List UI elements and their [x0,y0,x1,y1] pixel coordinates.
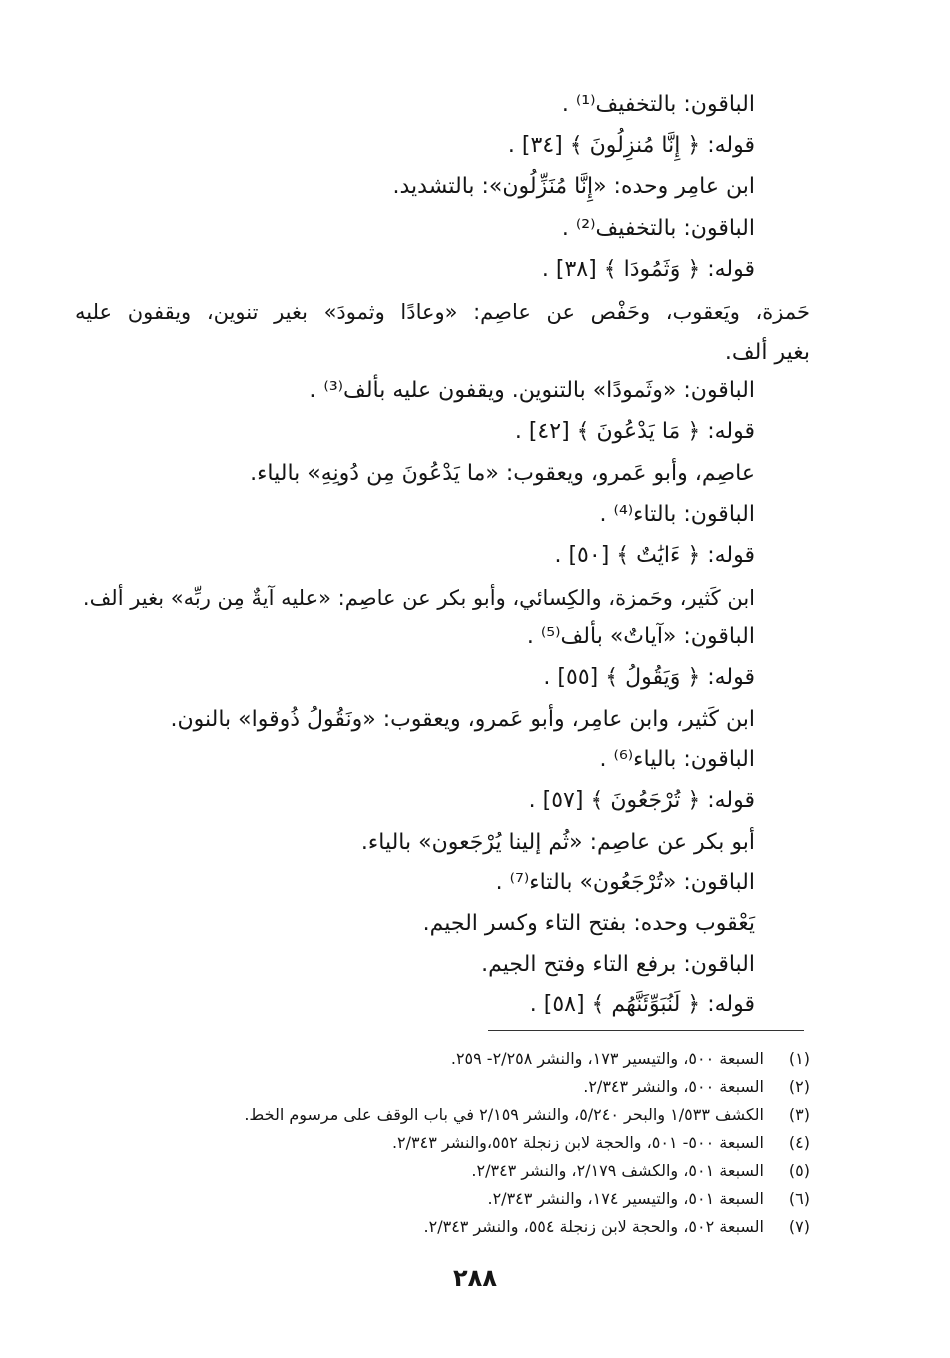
footnote [424,1214,810,1240]
text-line: حَمزة، ويَعقوب، وحَفْص عن عاصِم: «وعادًا وثمودَ» بغير تنوين، ويقفون عليه [75,300,810,324]
text-line: الباقون: «تُرْجَعُون» بالتاء⁽⁷⁾ . [495,870,755,895]
footnote-text: الكشف ١/٥٣٣ والبحر ٥/٢٤٠، والنشر ٢/١٥٩ في باب الوقف على مرسوم الخط. [244,1105,764,1124]
footnote-text: السبعة ٥٠٠، والتيسير ١٧٣، والنشر ٢/٢٥٨- ٢٥٩. [450,1049,764,1068]
footnote-text: السبعة ٥٠١، والتيسير ١٧٤، والنشر ٢/٣٤٣. [487,1189,764,1208]
footnote [487,1186,810,1212]
footnote-number: (٦) [788,1189,810,1208]
footnote-separator [488,1030,804,1031]
footnote-text: السبعة ٥٠٢، والحجة لابن زنجلة ٥٥٤، والنشر ٢/٣٤٣. [423,1217,764,1236]
footnote-number: (٥) [788,1161,810,1180]
text-line: قوله: ﴿ ءَايَٰتٌ ﴾ [٥٠] . [554,543,755,568]
text-line: الباقون: بالتاء⁽⁴⁾ . [599,502,755,527]
footnote [583,1074,810,1100]
text-line: الباقون: «وثَمودًا» بالتنوين. ويقفون عليه بألف⁽³⁾ . [309,378,755,403]
text-line: الباقون: بالتخفيف⁽¹⁾ . [561,92,755,117]
footnote-text: السبعة ٥٠٠، والنشر ٢/٣٤٣. [583,1077,764,1096]
footnote-number: (٢) [788,1077,810,1096]
text-line: أبو بكر عن عاصِم: «ثُم إلينا يُرْجَعون» بالياء. [360,830,755,855]
footnote-number: (٤) [788,1133,810,1152]
text-line: عاصِم، وأبو عَمرو، ويعقوب: «ما يَدْعُونَ مِن دُونِهِ» بالياء. [250,461,755,486]
text-line: الباقون: بالياء⁽⁶⁾ . [599,747,755,772]
text-line: يَعْقوب وحده: بفتح التاء وكسر الجيم. [422,911,755,936]
text-line: ابن كَثير، وحَمزة، والكِسائي، وأبو بكر عن عاصِم: «عليه آيةٌ مِن ربِّه» بغير ألف. [82,586,755,610]
footnote-text: السبعة ٥٠١، والكشف ٢/١٧٩، والنشر ٢/٣٤٣. [471,1161,764,1180]
text-line: قوله: ﴿ مَا يَدْعُونَ ﴾ [٤٢] . [514,419,755,444]
text-line: قوله: ﴿ وَثَمُودَا ﴾ [٣٨] . [541,257,755,282]
footnote [471,1158,810,1184]
text-line: ابن كَثير، وابن عامِر، وأبو عَمرو، ويعقوب: «ونَقُولُ ذُوقوا» بالنون. [170,707,755,732]
page-number: ٢٨٨ [453,1264,497,1292]
text-line: قوله: ﴿ تُرْجَعُونَ ﴾ [٥٧] . [528,788,755,813]
footnote-number: (٣) [788,1105,810,1124]
text-line: قوله: ﴿ إِنَّا مُنزِلُونَ ﴾ [٣٤] . [507,133,755,158]
footnote-text: السبعة ٥٠٠- ٥٠١، والحجة لابن زنجلة ٥٥٢،والنشر ٢/٣٤٣. [391,1133,764,1152]
text-line: قوله: ﴿ وَيَقُولُ ﴾ [٥٥] . [543,665,755,690]
text-line: بغير ألف. [724,340,810,365]
footnote [244,1102,810,1128]
footnote [392,1130,810,1156]
footnote-number: (١) [788,1049,810,1068]
text-line: قوله: ﴿ لَنُبَوِّئَنَّهُم ﴾ [٥٨] . [529,992,755,1017]
text-line: ابن عامِر وحده: «إِنَّا مُنَزِّلُون»: بالتشديد. [392,174,755,199]
footnote-number: (٧) [788,1217,810,1236]
footnote [451,1046,810,1072]
text-line: الباقون: بالتخفيف⁽²⁾ . [561,216,755,241]
text-line: الباقون: «آياتٌ» بألف⁽⁵⁾ . [526,624,755,649]
text-line: الباقون: برفع التاء وفتح الجيم. [481,952,755,977]
